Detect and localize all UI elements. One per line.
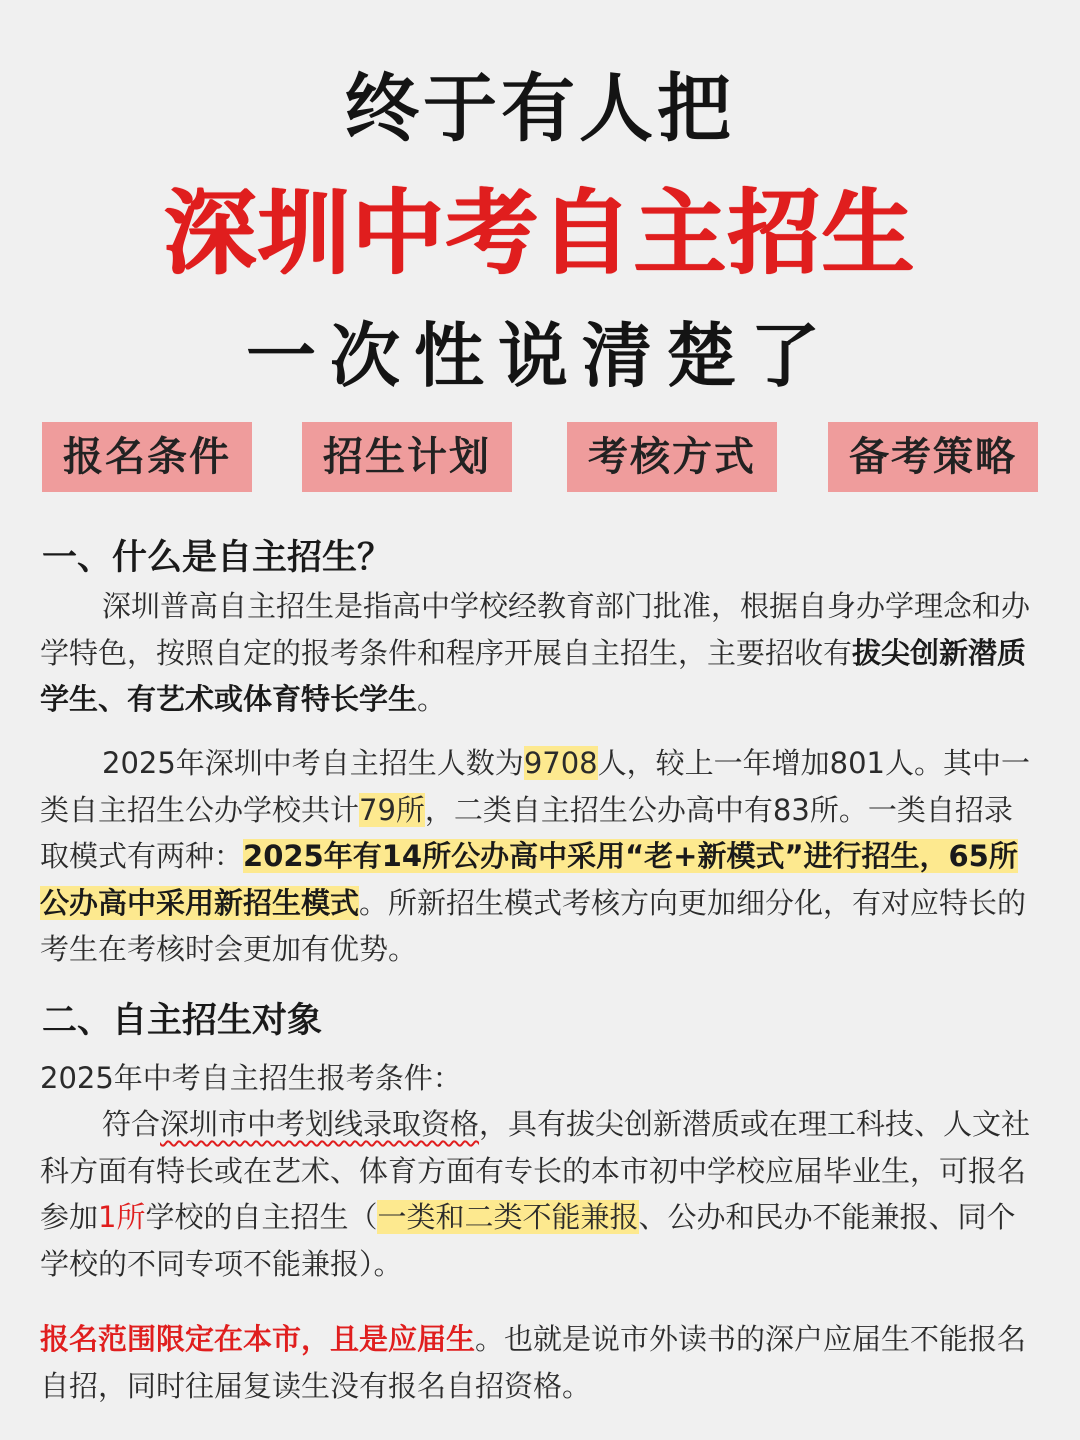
red-bold-text: 报名范围限定在本市，且是应届生	[40, 1322, 476, 1356]
tag-strategy: 备考策略	[828, 422, 1038, 492]
tag-registration: 报名条件	[42, 422, 252, 492]
text: 。所新招生模式考核方向更加细分化，有对应特长的考生在考核时会更加有优势。	[40, 885, 1027, 966]
text: 、公办和民办不能兼报、同个学校的不同专项不能兼报）。	[40, 1200, 1016, 1281]
text: 2025年深圳中考自主招生人数为	[102, 746, 524, 780]
highlight-text: 一类和二类不能兼报	[377, 1200, 639, 1234]
section-1-paragraph-1	[40, 583, 1040, 723]
text: 符合	[102, 1107, 161, 1141]
text: 学校的自主招生（	[145, 1200, 378, 1234]
highlight-text: 9708	[523, 746, 598, 780]
section-2-heading: 二、自主招生对象	[42, 1001, 323, 1041]
tag-assessment: 考核方式	[567, 422, 777, 492]
text: ，具有拔尖创新潜质或在理工科技、人文社科方面有特长或在艺术、体育方面有专长的本市初中学校应届毕业生，可报名参加	[40, 1107, 1031, 1234]
title-line-1: 终于有人把	[345, 66, 735, 152]
wavy-underline-text: 深圳市中考划线录取资格	[160, 1107, 480, 1141]
section-2-intro: 2025年中考自主招生报考条件：	[40, 1061, 462, 1095]
title-line-2: 深圳中考自主招生	[163, 180, 916, 287]
bold-text: 拔尖创新潜质学生、有艺术或体育特长学生	[40, 635, 1027, 716]
text: 。也就是说市外读书的深户应届生不能报名自招，同时往届复读生没有报名自招资格。	[40, 1322, 1027, 1403]
text: 深圳普高自主招生是指高中学校经教育部门批准，根据自身办学理念和办学特色，按照自定的报考条件和程序开展自主招生，主要招收有	[40, 589, 1031, 670]
title-line-3: 一次性说清楚了	[246, 315, 834, 397]
text: ，二类自主招生公办高中有83所。一类自招录取模式有两种：	[40, 792, 1013, 873]
highlight-text: 79所	[359, 792, 425, 827]
text: 。	[417, 682, 447, 716]
section-1-paragraph-2	[40, 740, 1040, 973]
red-text: 1所	[98, 1200, 146, 1234]
section-2-paragraph-1	[40, 1101, 1040, 1287]
section-1-heading: 一、什么是自主招生？	[42, 538, 393, 578]
highlight-bold-text: 2025年有14所公办高中采用“老+新模式”进行招生，65所公办高中采用新招生模式	[40, 839, 1018, 920]
tag-plan: 招生计划	[302, 422, 512, 492]
section-2-paragraph-2	[40, 1316, 1040, 1409]
text: 人，较上一年增加801人。其中一类自主招生公办学校共计	[40, 746, 1030, 827]
